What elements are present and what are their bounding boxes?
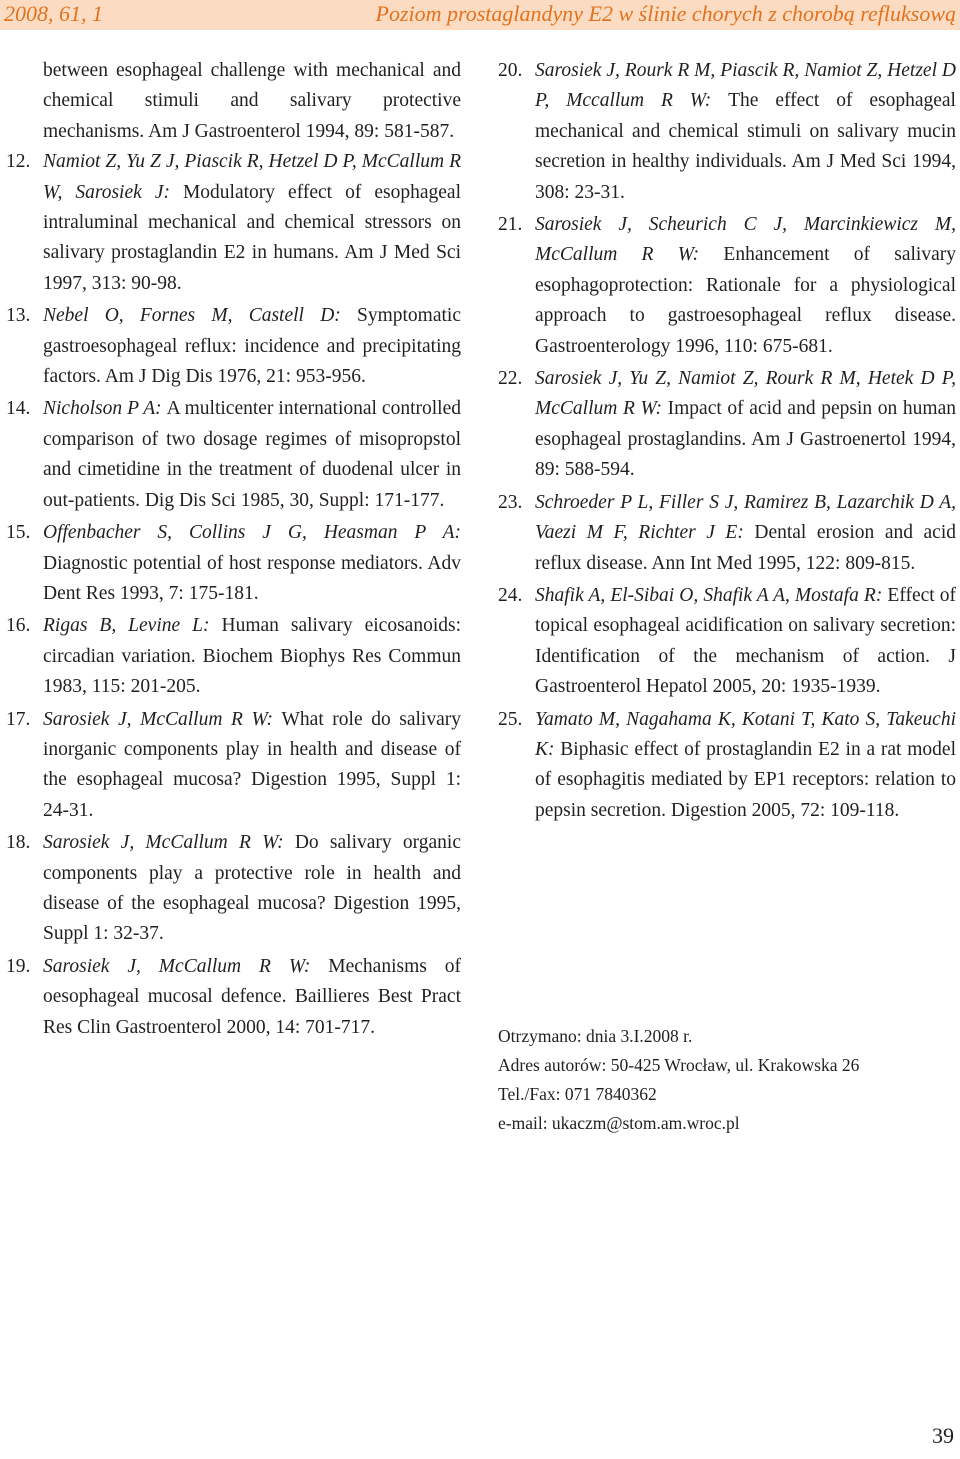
reference-text: Effect of topical esophageal acidification on salivary secretion: Identification of the mechanism of action. J Gastroenterol Hepatol 2005, 20: 1935-1939. [535,584,956,698]
reference-authors: Offenbacher S, Collins J G, Heasman P A: [43,522,461,544]
journal-issue: 2008, 61, 1 [4,1,103,26]
reference-number: 16. [6,615,31,637]
reference-number: 17. [6,708,31,730]
reference-13 [6,301,461,392]
reference-text: Do salivary organic components play a protective role in health and disease of the esophageal mucosa? Digestion 1995, Suppl 1: 32-37. [43,832,461,945]
reference-22 [498,364,956,486]
reference-number: 15. [6,522,31,544]
article-running-title: Poziom prostaglandyny E2 w ślinie chorych z chorobą refluksową [375,1,956,26]
reference-text: Human salivary eicosanoids: circadian variation. Biochem Biophys Res Commun 1983, 115: 201-205. [43,615,461,698]
reference-number: 20. [498,60,523,81]
reference-15 [6,518,461,609]
reference-19 [6,952,461,1043]
reference-17 [6,705,461,827]
reference-authors: Sarosiek J, Rourk R M, Piascik R, Namiot Z, Hetzel D P, Mccallum R W: [535,60,956,112]
reference-text: Symptomatic gastroesophageal reflux: incidence and precipitating factors. Am J Dig Dis 1976, 21: 953-956. [43,305,461,388]
reference-number: 19. [6,955,31,977]
reference-text: Dental erosion and acid reflux disease. Ann Int Med 1995, 122: 809-815. [535,522,957,574]
references-right-column [498,56,956,826]
reference-authors: Sarosiek J, McCallum R W: [43,955,329,977]
reference-number: 18. [6,832,31,854]
reference-authors: Sarosiek J, McCallum R W: [43,832,295,854]
reference-text: The effect of esophageal mechanical and chemical stimuli on salivary mucin secretion in healthy individuals. Am J Med Sci 1994, 308: 23-31. [535,90,956,203]
reference-authors: Rigas B, Levine L: [43,615,222,637]
reference-authors: Shafik A, El-Sibai O, Shafik A A, Mostafa R: [535,584,888,606]
reference-number: 25. [498,708,523,730]
author-address: Adres autorów: 50-425 Wrocław, ul. Krakowska 26 [498,1055,860,1075]
reference-18 [6,828,461,950]
reference-21 [498,210,956,362]
email-address: e-mail: ukaczm@stom.am.wroc.pl [498,1113,740,1133]
reference-12 [6,147,461,299]
reference-authors: Schroeder P L, Filler S J, Ramirez B, Lazarchik D A, Vaezi M F, Richter J E: [535,491,956,544]
reference-continuation: between esophageal challenge with mechanical and chemical stimuli and salivary protective mechanisms. Am J Gastroenterol 1994, 89: 581-587. [43,60,461,142]
references-left-column [6,56,461,1043]
reference-20 [498,56,956,208]
reference-number: 12. [6,151,31,173]
reference-text: Modulatory effect of esophageal intraluminal mechanical and chemical stressors on salivary prostaglandin E2 in humans. Am J Med Sci 1997, 313: 90-98. [43,181,461,294]
author-contact-block [498,1022,958,1138]
reference-authors: Sarosiek J, Yu Z, Namiot Z, Rourk R M, Hetek D P, McCallum R W: [535,368,956,420]
reference-authors: Namiot Z, Yu Z J, Piascik R, Hetzel D P, McCallum R W, Sarosiek J: [43,151,461,203]
reference-16 [6,611,461,702]
reference-text: Impact of acid and pepsin on human esophageal prostaglandins. Am J Gastroenertol 1994, 89: 588-594. [535,398,956,481]
reference-text: Biphasic effect of prostaglandin E2 in a rat model of esophagitis mediated by EP1 receptors: relation to pepsin secretion. Digestion 2005, 72: 109-118. [535,738,956,821]
phone-fax: Tel./Fax: 071 7840362 [498,1084,657,1104]
reference-24 [498,581,956,703]
reference-number: 13. [6,305,31,327]
running-header [0,0,960,30]
reference-number: 14. [6,398,31,420]
reference-14 [6,394,461,516]
reference-text: Diagnostic potential of host response mediators. Adv Dent Res 1993, 7: 175-181. [43,552,461,604]
reference-number: 23. [498,491,523,513]
reference-number: 22. [498,368,523,390]
reference-text: Mechanisms of oesophageal mucosal defence. Baillieres Best Pract Res Clin Gastroenterol 2000, 14: 701-717. [43,955,461,1038]
page-number: 39 [932,1423,954,1448]
reference-authors: Nicholson P A: [43,398,167,420]
reference-25 [498,705,956,827]
reference-authors: Sarosiek J, McCallum R W: [43,708,282,730]
reference-23 [498,488,956,579]
reference-authors: Nebel O, Fornes M, Castell D: [43,305,357,327]
reference-text: A multicenter international controlled comparison of two dosage regimes of misopropstol and cimetidine in the treatment of duodenal ulcer in out-patients. Dig Dis Sci 1985, 30, Suppl: 171-177. [43,398,461,511]
reference-number: 21. [498,214,523,236]
received-date: Otrzymano: dnia 3.I.2008 r. [498,1026,693,1046]
reference-text: Enhancement of salivary esophagoprotection: Rationale for a physiological approach to gastroesophageal reflux disease. Gastroenterology 1996, 110: 675-681. [535,244,956,357]
reference-authors: Sarosiek J, Scheurich C J, Marcinkiewicz M, McCallum R W: [535,214,956,266]
reference-authors: Yamato M, Nagahama K, Kotani T, Kato S, Takeuchi K: [535,708,956,760]
reference-number: 24. [498,584,523,606]
reference-text: What role do salivary inorganic components play in health and disease of the esophageal mucosa? Digestion 1995, Suppl 1: 24-31. [43,708,461,821]
